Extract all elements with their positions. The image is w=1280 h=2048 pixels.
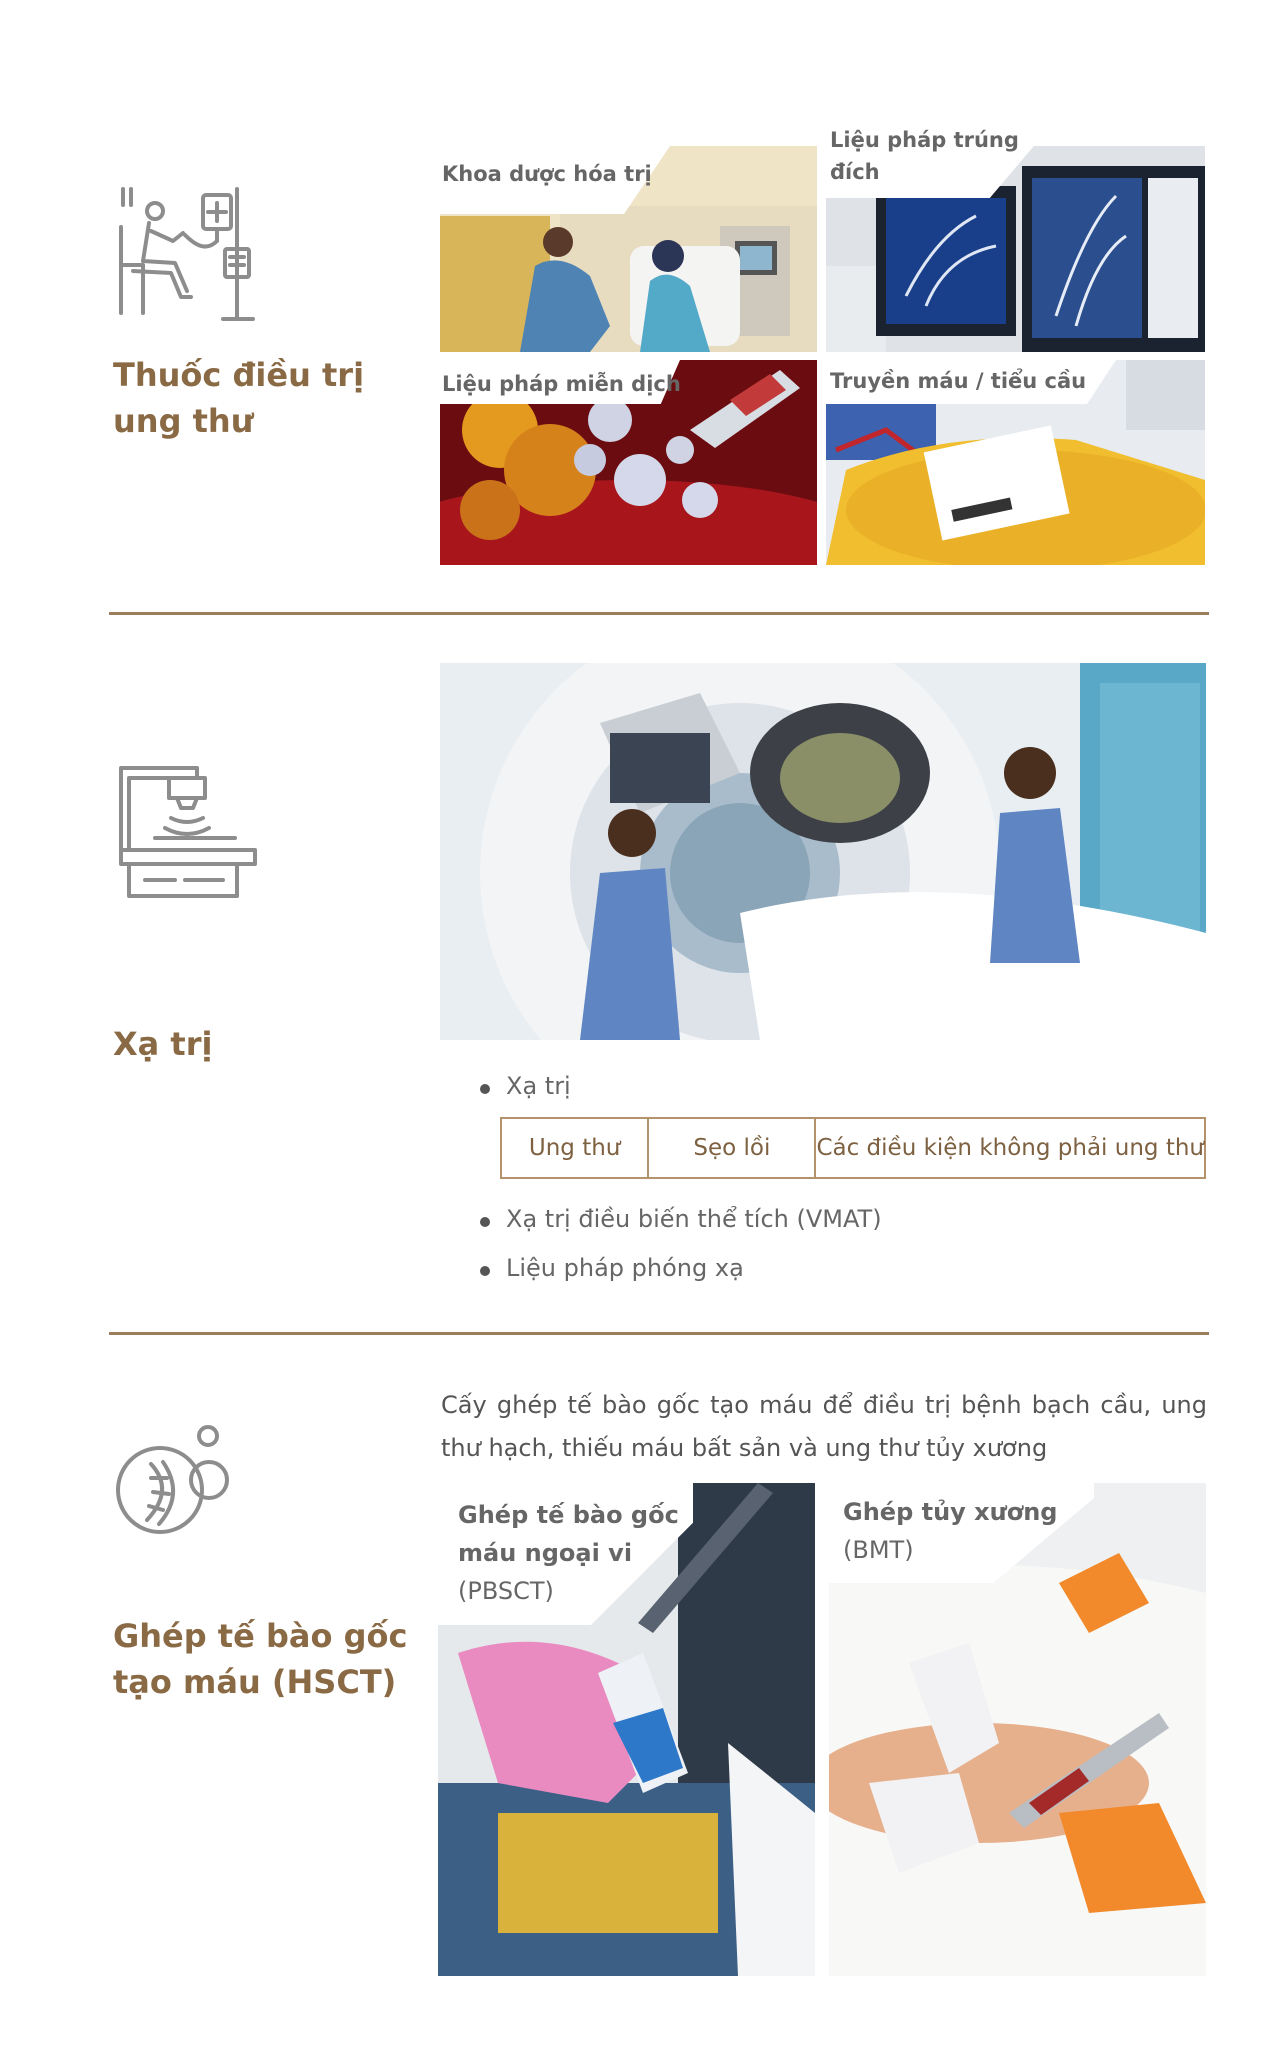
bullet-dot: [480, 1217, 490, 1227]
radiotherapy-photo: [440, 663, 1206, 1040]
section-title-cancer-drugs: [113, 352, 364, 444]
bullet-dot: [480, 1266, 490, 1276]
title-line: ung thư: [113, 402, 254, 440]
radiotherapy-indications-table: [500, 1117, 1206, 1179]
section-divider: [109, 1332, 1209, 1335]
section-divider: [109, 612, 1209, 615]
section-title-radiotherapy: Xạ trị: [113, 1025, 213, 1063]
label-line: Liệu pháp trúng: [830, 128, 1019, 152]
label-line: Ghép tủy xương: [843, 1498, 1058, 1526]
title-line: tạo máu (HSCT): [113, 1663, 397, 1701]
table-cell: Các điều kiện không phải ung thư: [816, 1135, 1204, 1161]
dna-cells-icon: [115, 1424, 235, 1540]
title-line: Ghép tế bào gốc: [113, 1617, 408, 1655]
label-line: Ghép tế bào gốc: [458, 1501, 679, 1529]
label-line: máu ngoại vi: [458, 1539, 633, 1567]
bullet-text: Xạ trị: [506, 1072, 571, 1100]
label-line: (PBSCT): [458, 1577, 554, 1605]
label-line: (BMT): [843, 1536, 914, 1564]
radiotherapy-machine-icon: [115, 760, 260, 900]
bullet-text: Xạ trị điều biến thể tích (VMAT): [506, 1205, 882, 1233]
section-title-hsct: [113, 1613, 407, 1705]
table-cell: Sẹo lồi: [649, 1119, 816, 1177]
tile-label-immunotherapy: Liệu pháp miễn dịch: [442, 372, 681, 396]
table-cell: Ung thư: [502, 1119, 649, 1177]
panel-label-pbsct: [458, 1496, 679, 1610]
bullet-text: Liệu pháp phóng xạ: [506, 1254, 744, 1282]
label-line: đích: [830, 160, 880, 184]
bullet-dot: [480, 1084, 490, 1094]
hsct-description: Cấy ghép tế bào gốc tạo máu để điều trị bệnh bạch cầu, ung thư hạch, thiếu máu bất sản và ung thư tủy xương: [441, 1391, 1207, 1462]
tile-label-chemotherapy: Khoa dược hóa trị: [442, 162, 652, 186]
chemotherapy-patient-icon: [115, 183, 260, 323]
tile-label-blood-transfusion: Truyền máu / tiểu cầu: [830, 369, 1087, 393]
title-line: Thuốc điều trị: [113, 356, 365, 394]
panel-label-bmt: [843, 1493, 1057, 1569]
tile-label-targeted-therapy: [830, 124, 1019, 188]
